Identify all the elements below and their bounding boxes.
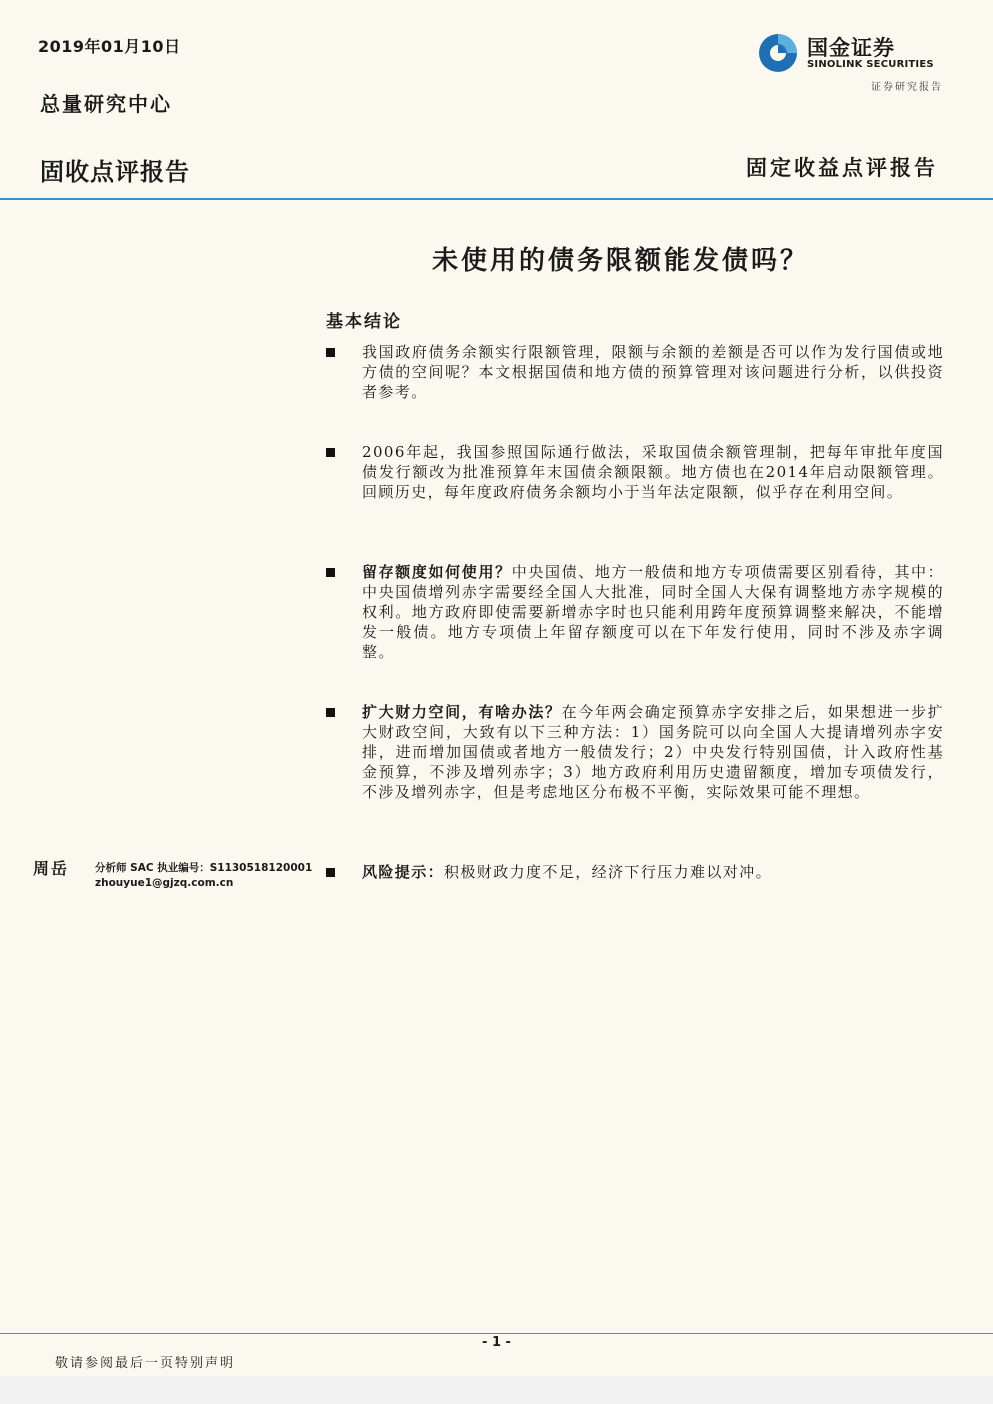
bullet-text: 2006年起，我国参照国际通行做法，采取国债余额管理制，把每年审批年度国债发行额改为批准预算年末国债余额限额。地方债也在2014年启动限额管理。回顾历史，每年度政府债务余额均小于当年法定限额，似乎存在利用空间。: [362, 443, 944, 501]
author-info: [95, 861, 312, 891]
author-license: 分析师 SAC 执业编号：S1130518120001: [95, 862, 313, 874]
report-title: 未使用的债务限额能发债吗？: [432, 246, 810, 276]
logo-subtitle: 证券研究报告: [871, 82, 943, 93]
footer-band: [0, 1376, 993, 1404]
company-logo: [757, 32, 947, 74]
logo-chinese-name: 国金证券: [807, 36, 895, 60]
section-heading: 基本结论: [326, 312, 402, 332]
bullet-text: 风险提示：积极财政力度不足，经济下行压力难以对冲。: [362, 863, 773, 881]
bullet-square-icon: [326, 568, 335, 577]
bullet-text: 留存额度如何使用？中央国债、地方一般债和地方专项债需要区别看待，其中：中央国债增列赤字需要经全国人大批准，同时全国人大保有调整地方赤字规模的权利。地方政府即使需要新增赤字时也只能利用跨年度预算调整来解决，不能增发一般债。地方专项债上年留存额度可以在下年发行使用，同时不涉及赤字调整。: [362, 563, 944, 661]
bullet-text: 我国政府债务余额实行限额管理，限额与余额的差额是否可以作为发行国债或地方债的空间呢？本文根据国债和地方债的预算管理对该问题进行分析，以供投资者参考。: [362, 343, 944, 401]
logo-english-name: SINOLINK SECURITIES: [807, 59, 934, 70]
research-center: 总量研究中心: [40, 92, 172, 116]
report-date: 2019年01月10日: [38, 37, 181, 56]
bullet-text: 扩大财力空间，有啥办法？在今年两会确定预算赤字安排之后，如果想进一步扩大财政空间，大致有以下三种方法：1）国务院可以向全国人大提请增列赤字安排，进而增加国债或者地方一般债发行；2）中央发行特别国债，计入政府性基金预算，不涉及增列赤字；3）地方政府利用历史遗留额度，增加专项债发行，不涉及增列赤字，但是考虑地区分布极不平衡，实际效果可能不理想。: [362, 703, 944, 801]
footer-divider: [0, 1333, 993, 1334]
sinolink-logo-icon: [757, 32, 799, 74]
bullet-lead: 风险提示：: [362, 863, 445, 881]
author-email: zhouyue1@gjzq.com.cn: [95, 877, 234, 889]
bullet-square-icon: [326, 348, 335, 357]
bullet-square-icon: [326, 868, 335, 877]
bullet-square-icon: [326, 448, 335, 457]
header-divider: [0, 198, 993, 200]
page-number: - 1 -: [482, 1335, 511, 1350]
bullet-square-icon: [326, 708, 335, 717]
author-name: 周岳: [33, 859, 70, 878]
bullet-lead: 扩大财力空间，有啥办法？: [362, 703, 562, 721]
report-type-right: 固定收益点评报告: [746, 155, 938, 180]
report-type-left: 固收点评报告: [40, 158, 190, 186]
bullet-lead: 留存额度如何使用？: [362, 563, 512, 581]
disclaimer: 敬请参阅最后一页特别声明: [55, 1356, 236, 1371]
